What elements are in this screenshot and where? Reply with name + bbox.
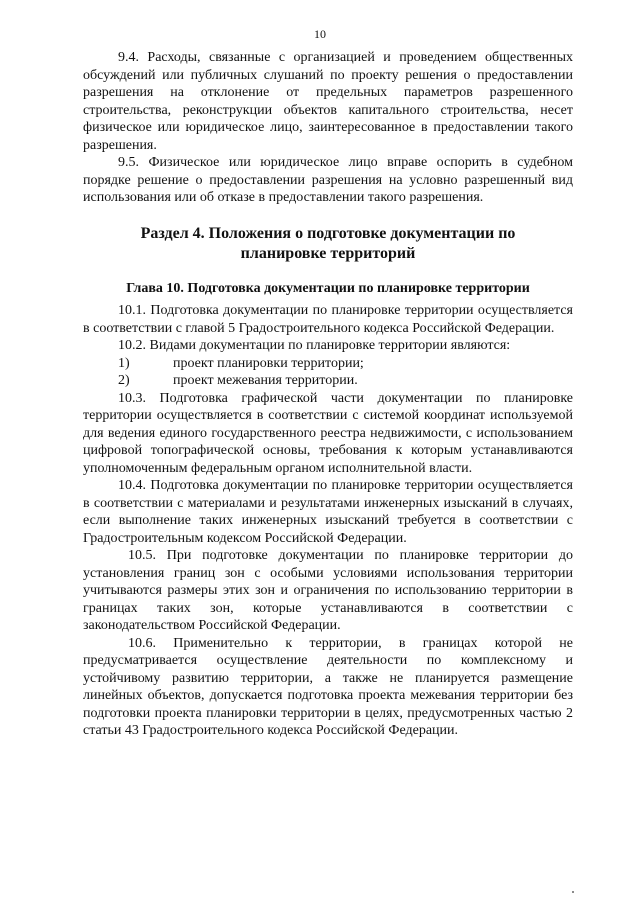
list-item-text: проект планировки территории; <box>173 355 364 371</box>
paragraph-9-5: 9.5. Физическое или юридическое лицо вправе оспорить в судебном порядке решение о предоставлении разрешения на условно разрешенный вид использования или об отказе в предоставлении такого разрешения. <box>83 155 573 205</box>
paragraph-10-2: 10.2. Видами документации по планировке территории являются: <box>118 338 511 353</box>
list-item <box>83 355 573 373</box>
section-heading: Раздел 4. Положения о подготовке документации по планировке территорий <box>140 224 516 262</box>
paragraph-10-1: 10.1. Подготовка документации по планировке территории осуществляется в соответствии с главой 5 Градостроительного кодекса Российской Федерации. <box>83 303 573 336</box>
paragraph-10-4: 10.4. Подготовка документации по планировке территории осуществляется в соответствии с материалами и результатами инженерных изысканий в случаях, если выполнение таких инженерных изысканий требуется в соответствии с Градостроительным кодексом Российской Федерации. <box>83 478 573 546</box>
list-item-number: 1) <box>118 355 130 371</box>
chapter-heading: Глава 10. Подготовка документации по планировке территории <box>126 280 530 296</box>
paragraph-10-3: 10.3. Подготовка графической части документации по планировке территории осуществляется в соответствии с системой координат используемой для ведения единого государственного реестра недвижимости, с использованием цифровой топографической основы, требования к которым устанавливаются уполномоченным федеральным органом исполнительной власти. <box>83 390 573 476</box>
scan-speck <box>572 891 574 893</box>
list-item-text: проект межевания территории. <box>173 373 358 388</box>
paragraph-10-6: 10.6. Применительно к территории, в границах которой не предусматривается осуществление деятельности по комплексному и устойчивому развитию территории, а также не планируется размещение линейных объектов, допускается подготовка проекта межевания территории без подготовки проекта планировки территории в целях, предусмотренных частью 2 статьи 43 Градостроительного кодекса Российской Федерации. <box>83 635 573 738</box>
list-item-number: 2) <box>118 373 130 388</box>
document-body <box>83 49 573 740</box>
paragraph-9-4: 9.4. Расходы, связанные с организацией и проведением общественных обсуждений или публичных слушаний по проекту решения о предоставлении разрешения на отклонение от предельных параметров разрешенного строительства, реконструкции объектов капитального строительства, несет физическое или юридическое лицо, заинтересованное в предоставлении такого разрешения. <box>83 50 573 153</box>
list-item <box>83 372 573 390</box>
page-number: 10 <box>314 27 326 41</box>
paragraph-10-5: 10.5. При подготовке документации по планировке территории до установления границ зон с особыми условиями использования территории учитываются размеры этих зон и ограничения по использованию территории в границах таких зон, которые устанавливаются в соответствии с законодательством Российской Федерации. <box>83 548 573 633</box>
